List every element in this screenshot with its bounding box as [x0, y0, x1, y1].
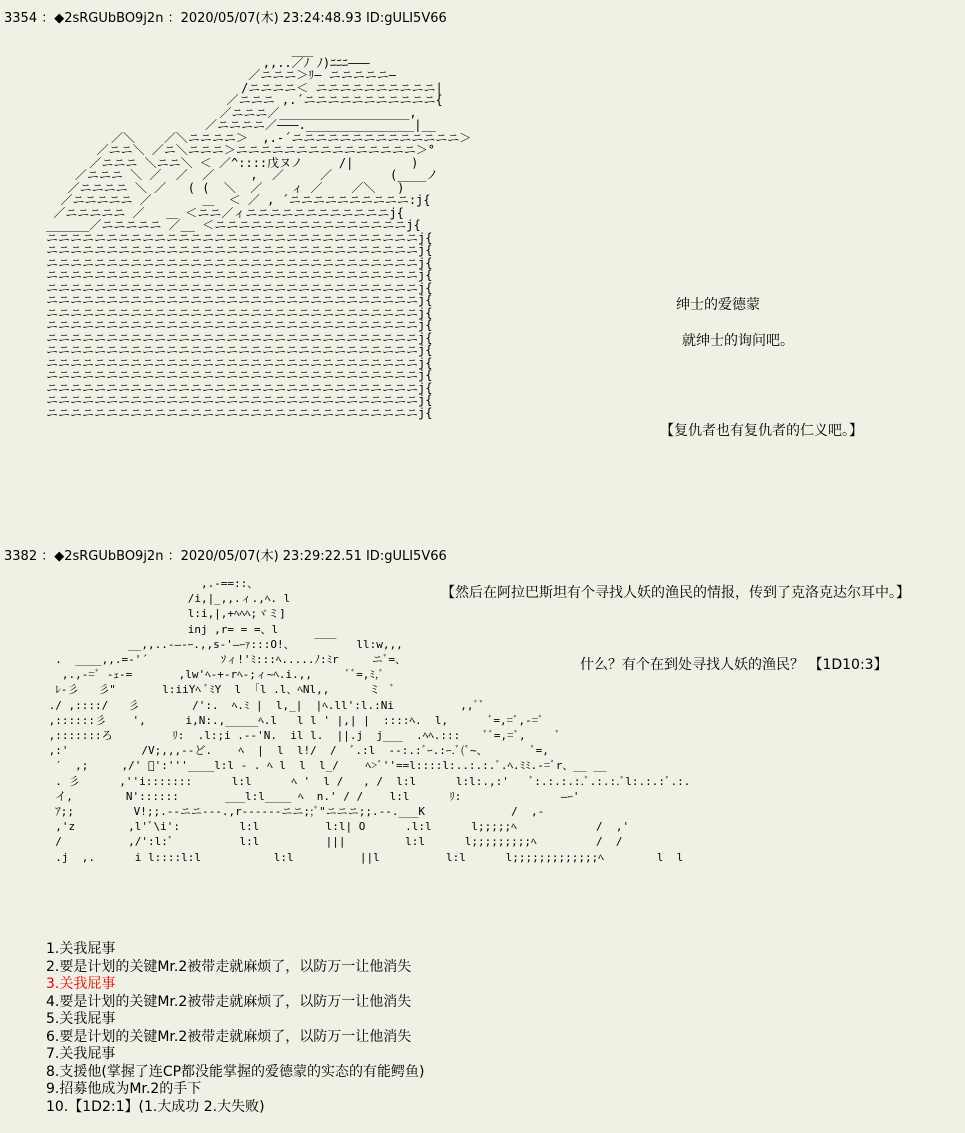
- ascii-art-character: ,.-==::、 /i,|_,,.ィ.,ﾍ. l l:i,|,+ﾍﾍﾍ;ヾミ] inj ,r= = =、l __,,..-―-ｰ.,,s-'―ｰｧ:::O!、 ￣￣ ll:w,,, . ____,,.=-'´ ｿィ!'ﾐ:::ﾍ.....ﾉ:ﾐr ニﾞ=、 ,.,-=ﾞ -ｪ-= ,lw'ﾍ-+-rﾍ-;ィ~ﾍ.i.,, ﾞﾞ=,ﾐ,ﾞ ﾚ-彡 彡" l:iiYﾍ ﾞﾐY l ｢l .l、ﾍNl,, ミ ﾞ ./ ,::::/ 彡 /':. ﾍ.ﾐ | l,_| |ﾍ.ll':l.:Ni ,,ﾞﾞ ,::::::彡 ', i,N:.,_____ﾍ.l l l ' |,| | ::::ﾍ. l, ﾞ=,=ﾞ,-=ﾞ ,:::::::ろ ﾘ: .l:;i .-‐'N. il l. ||.j j___ .ﾍﾍ.::: ﾞﾞ=,=ﾞ, ﾞ ,:' /V;,,,--ど. ﾍ | l l!/ / ﾞ.:l --:.:ﾞｰ.:ｰ.ﾞ(ﾞ~、 ﾞ=, ′ ,; ,/' ﾞ':'''____l:l ‐ . ﾍ l l l_/ ﾍ>ﾞ''==l::::l:..:.:.ﾞ.ﾍ.ﾐﾐ.-=ﾞr、__ __ . 彡 ,''i::::::: l:l ﾍ ' l / , / l:l l:l:.,:' ﾞ:.:.:.:.ﾞ.:.:.ﾞl:.:.:ﾞ.:. イ, N':::::: ___l:l____ ﾍ n.' / / l:l ﾘ: ―ｰ' ｱ;; V!;;.--ニニ---.,r------ニニ;;ﾞ"ニニニ;;.--.___K / ,- ,'z ,l'ﾞ\i': l:l l:l| O .l:l l;;;;;ﾍ / ,' / ,/':l:ﾞ l:l ||| l:l l;;;;;;;;;ﾍ / / .j ,. i l::::l:l l:l ||l l:l l;;;;;;;;;;;;;ﾍ l l: [48, 577, 691, 864]
- dialogue-line: 绅士的爱德蒙: [676, 297, 760, 313]
- narration-line: 【然后在阿拉巴斯坦有个寻找人妖的渔民的情报，传到了克洛克达尔耳中。】: [441, 585, 910, 601]
- choice-item: 7.关我屁事: [46, 1046, 116, 1062]
- choice-item: 1.关我屁事: [46, 941, 116, 957]
- choice-item: 5.关我屁事: [46, 1011, 116, 1027]
- choice-item: 10.【1D2:1】(1.大成功 2.大失败): [46, 1098, 265, 1115]
- dialogue-line: 就绅士的询问吧。: [682, 333, 794, 349]
- post-header: 3382 ：◆2sRGUbBO9j2n ：2020/05/07(木) 23:29:22.51 ID:gULI5V66: [4, 549, 447, 564]
- question-line: 什么？有个在到处寻找人妖的渔民？ 【1D10:3】: [580, 657, 888, 673]
- choice-item-selected: 3.关我屁事: [46, 976, 116, 992]
- choice-item: 8.支援他(掌握了连CP都没能掌握的爱德蒙的实态的有能鳄鱼): [46, 1063, 425, 1080]
- post-header: 3354 ：◆2sRGUbBO9j2n ：2020/05/07(木) 23:24:48.93 ID:gULI5V66: [4, 11, 447, 26]
- choice-item: 2.要是计划的关键Mr.2被带走就麻烦了，以防万一让他消失: [46, 958, 412, 975]
- ascii-art-ship: ___ ,,..／ﾉ ﾉ)ﾆﾆﾆ――― ／ニニニ＞ﾘ― ニニニニニ― /ニニニニ＜ ニニニニニニニニニニ| ／ニニニ ,.´ニニニニニニニニニニニ{ ／ニニニ／__________________, ／ニニニニ／―――._______________|__ ／＼ ／＼ニニニニ＞ ,.‐´ニニニニニニニニニニニニニニ＞ ／ニニ＼ ／ニ＼ニニニ＞ニニニニニニニニニニニニニニニ＞° ／ニニニ ＼ニニ＼ ＜ ／^::::戊ヌノ /| ) ／ニニニ ＼ ／ ／ ／ , ／ ／ (____ノ ／ニニニニ ＼ ／ ( ( ＼ ／ ィ ／ ／＼ ) ／ニニニニニ ／ ＿ ＜ ／ , ´ニニニニニニニニニニ:j{ ／ニニニニニ ／ ＿ ＜ニニ／ィニニニニニニニニニニニニj{ ______／ニニニニニ ／__ ＜ニニニニニニニニニニニニニニニニj{ ニニニニニニニニニニニニニニニニニニニニニニニニニニニニニニニj{ ニニニニニニニニニニニニニニニニニニニニニニニニニニニニニニニj{ ニニニニニニニニニニニニニニニニニニニニニニニニニニニニニニニj{ ニニニニニニニニニニニニニニニニニニニニニニニニニニニニニニニj{ ニニニニニニニニニニニニニニニニニニニニニニニニニニニニニニニj{ ニニニニニニニニニニニニニニニニニニニニニニニニニニニニニニニj{ ニニニニニニニニニニニニニニニニニニニニニニニニニニニニニニニj{ ニニニニニニニニニニニニニニニニニニニニニニニニニニニニニニニj{ ニニニニニニニニニニニニニニニニニニニニニニニニニニニニニニニj{ ニニニニニニニニニニニニニニニニニニニニニニニニニニニニニニニj{ ニニニニニニニニニニニニニニニニニニニニニニニニニニニニニニニj{ ニニニニニニニニニニニニニニニニニニニニニニニニニニニニニニニj{ ニニニニニニニニニニニニニニニニニニニニニニニニニニニニニニニj{ ニニニニニニニニニニニニニニニニニニニニニニニニニニニニニニニj{ ニニニニニニニニニニニニニニニニニニニニニニニニニニニニニニニj{: [46, 43, 472, 420]
- choice-item: 9.招募他成为Mr.2的手下: [46, 1081, 202, 1097]
- choice-item: 4.要是计划的关键Mr.2被带走就麻烦了，以防万一让他消失: [46, 993, 412, 1010]
- choice-item: 6.要是计划的关键Mr.2被带走就麻烦了，以防万一让他消失: [46, 1028, 412, 1045]
- narration-line: 【复仇者也有复仇者的仁义吧。】: [660, 423, 863, 439]
- choice-list: [46, 941, 425, 1116]
